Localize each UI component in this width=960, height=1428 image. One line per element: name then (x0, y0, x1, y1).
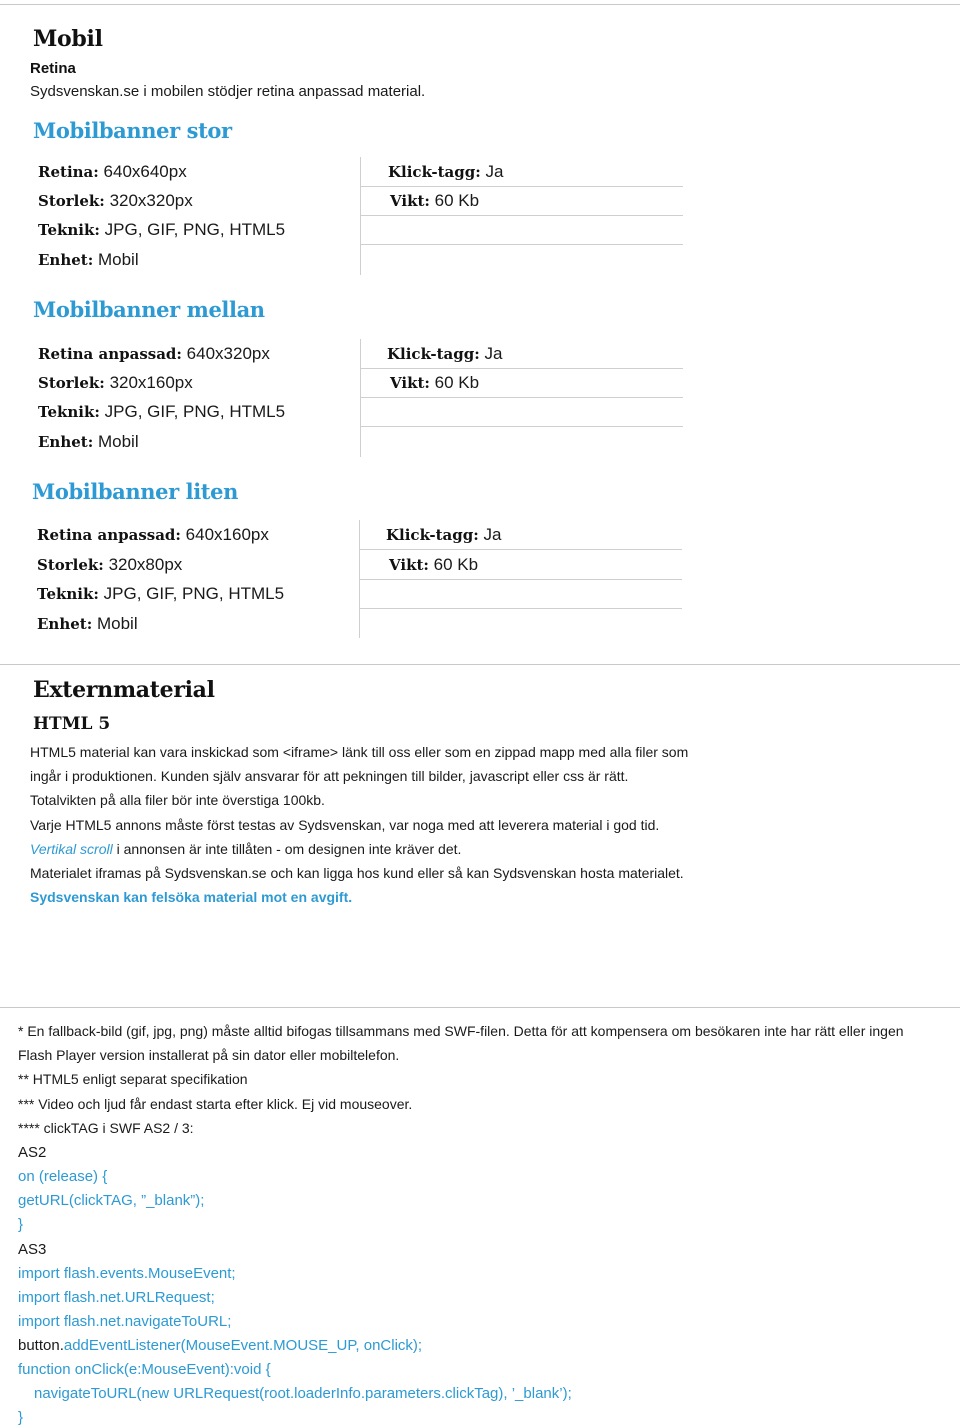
banner-liten-enhet: Enhet: Mobil (37, 614, 138, 633)
extern-paragraph-5: Materialet iframas på Sydsvenskan.se och kan ligga hos kund eller så kan Sydsvenskan hosta materialet. (30, 865, 684, 881)
banner-stor-heading: Mobilbanner stor (33, 118, 232, 143)
banner-stor-rule-3 (361, 244, 683, 245)
code-line-8: function onClick(e:MouseEvent):void { (18, 1361, 271, 1378)
banner-stor-divider (360, 157, 361, 275)
code-line-2: getURL(clickTAG, ”_blank”); (18, 1192, 205, 1209)
banner-stor-vikt: Vikt: 60 Kb (390, 191, 480, 210)
banner-stor-teknik: Teknik: JPG, GIF, PNG, HTML5 (38, 220, 286, 239)
mobil-heading: Mobil (33, 26, 103, 52)
code-line-10: } (18, 1409, 24, 1426)
code-line-7: button.addEventListener(MouseEvent.MOUSE_UP, onClick); (18, 1337, 423, 1354)
extern-paragraph-1b: ingår i produktionen. Kunden själv ansvarar för att pekningen till bilder, javascript eller css är rätt. (30, 768, 629, 784)
html5-subheading: HTML 5 (33, 714, 111, 734)
banner-mellan-heading: Mobilbanner mellan (33, 297, 265, 322)
code-line-5: import flash.net.URLRequest; (18, 1289, 215, 1306)
banner-liten-heading: Mobilbanner liten (32, 479, 238, 504)
code-line-9: navigateToURL(new URLRequest(root.loaderInfo.parameters.clickTag), ’_blank’); (34, 1385, 572, 1402)
banner-stor-rule-2 (361, 215, 683, 216)
banner-mellan-enhet: Enhet: Mobil (38, 432, 139, 451)
banner-mellan-vikt: Vikt: 60 Kb (390, 373, 480, 392)
notes-divider (0, 1007, 960, 1008)
banner-liten-klicktagg: Klick-tagg: Ja (386, 525, 502, 544)
note-video: *** Video och ljud får endast starta efter klick. Ej vid mouseover. (18, 1096, 413, 1112)
banner-stor-klicktagg: Klick-tagg: Ja (388, 162, 504, 181)
banner-mellan-divider (360, 339, 361, 457)
extern-divider (0, 664, 960, 665)
code-line-4: import flash.events.MouseEvent; (18, 1265, 236, 1282)
banner-mellan-teknik: Teknik: JPG, GIF, PNG, HTML5 (38, 402, 286, 421)
note-clicktag: **** clickTAG i SWF AS2 / 3: (18, 1120, 194, 1136)
extern-paragraph-6: Sydsvenskan kan felsöka material mot en avgift. (30, 889, 353, 905)
extern-paragraph-3: Varje HTML5 annons måste först testas av Sydsvenskan, var noga med att leverera material i god tid. (30, 817, 660, 833)
banner-liten-storlek: Storlek: 320x80px (37, 555, 183, 574)
extern-heading: Externmaterial (33, 677, 215, 703)
banner-liten-rule-3 (360, 608, 682, 609)
mobil-intro-text: Sydsvenskan.se i mobilen stödjer retina anpassad material. (30, 83, 426, 100)
extern-paragraph-4: Vertikal scroll i annonsen är inte tillåten - om designen inte kräver det. (30, 841, 462, 857)
banner-liten-vikt: Vikt: 60 Kb (389, 555, 479, 574)
top-divider (0, 4, 960, 5)
banner-mellan-rule-1 (361, 368, 683, 369)
banner-liten-retina: Retina anpassad: 640x160px (37, 525, 269, 544)
banner-stor-rule-1 (361, 186, 683, 187)
note-html5: ** HTML5 enligt separat specifikation (18, 1071, 248, 1087)
banner-mellan-rule-3 (361, 426, 683, 427)
code-line-6: import flash.net.navigateToURL; (18, 1313, 232, 1330)
banner-liten-teknik: Teknik: JPG, GIF, PNG, HTML5 (37, 584, 285, 603)
code-as3-label: AS3 (18, 1241, 47, 1258)
banner-stor-enhet: Enhet: Mobil (38, 250, 139, 269)
banner-stor-storlek: Storlek: 320x320px (38, 191, 193, 210)
banner-stor-retina: Retina: 640x640px (38, 162, 187, 181)
banner-mellan-klicktagg: Klick-tagg: Ja (387, 344, 503, 363)
extern-paragraph-2: Totalvikten på alla filer bör inte överstiga 100kb. (30, 792, 325, 808)
banner-liten-rule-1 (360, 549, 682, 550)
vertikal-scroll-emphasis: Vertikal scroll (30, 841, 113, 857)
note-fallback-a: * En fallback-bild (gif, jpg, png) måste alltid bifogas tillsammans med SWF-filen. Detta för att kompensera om besökaren inte har rätt eller ingen (18, 1023, 904, 1039)
code-line-1: on (release) { (18, 1168, 108, 1185)
retina-subheading: Retina (30, 60, 76, 77)
note-fallback-b: Flash Player version installerat på sin dator eller mobiltelefon. (18, 1047, 400, 1063)
banner-mellan-storlek: Storlek: 320x160px (38, 373, 193, 392)
banner-mellan-retina: Retina anpassad: 640x320px (38, 344, 270, 363)
banner-mellan-rule-2 (361, 397, 683, 398)
extern-paragraph-1a: HTML5 material kan vara inskickad som <iframe> länk till oss eller som en zippad mapp med alla filer som (30, 744, 689, 760)
banner-liten-rule-2 (360, 579, 682, 580)
code-line-3: } (18, 1216, 24, 1233)
code-as2-label: AS2 (18, 1144, 47, 1161)
